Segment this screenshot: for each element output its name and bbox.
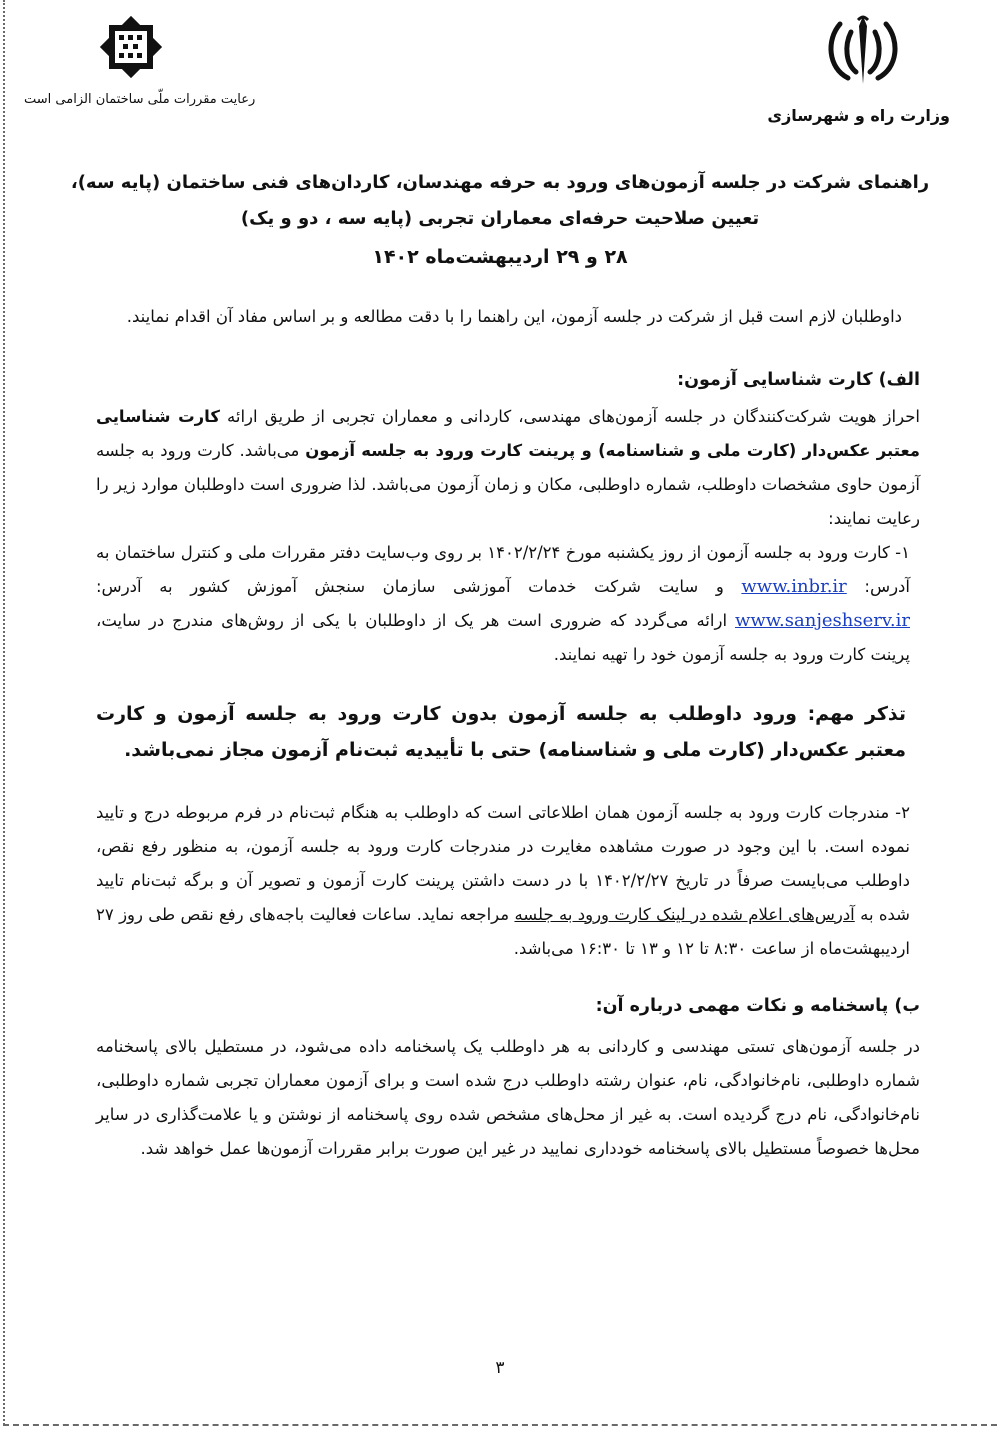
title-date: ۲۸ و ۲۹ اردیبهشت‌ماه ۱۴۰۲ [372,246,628,268]
section-a-text-end: می‌باشد. کارت ورود به جلسه آزمون حاوی مشخصات داوطلب، شماره داوطلبی، مکان و زمان آزمون می‌باشد. لذا ضروری است داوطلبان موارد زیر را رعایت نمایند: [96,441,920,528]
regulations-logo-icon [92,8,170,86]
important-note: تذکر مهم: ورود داوطلب به جلسه آزمون بدون کارت ورود به جلسه آزمون و کارت معتبر عکس‌دار (کارت ملی و شناسنامه) حتی با تأییدیه ثبت‌نام آزمون مجاز نمی‌باشد. [96,703,906,761]
item-2-text-b: مراجعه نماید. ساعات فعالیت باجه‌های رفع نقص طی روز ۲۷ اردیبهشت‌ماه از ساعت ۸:۳۰ تا ۱۲ و ۱۳ تا ۱۶:۳۰ می‌باشد. [96,905,910,958]
section-a-text-start: احراز هویت شرکت‌کنندگان در جلسه آزمون‌های مهندسی، کاردانی و معماران تجربی از طریق ارائه [219,407,920,426]
item-1-text-a: ۱- کارت ورود به جلسه آزمون از روز یکشنبه مورخ ۱۴۰۲/۲/۲۴ بر روی وب‌سایت دفتر مقررات ملی و کنترل ساختمان به آدرس: [96,543,911,596]
title-line-2: تعیین صلاحیت حرفه‌ای معماران تجربی (پایه سه ، دو و یک) [240,208,760,229]
page-border-bottom [3,1424,997,1426]
item-1-text-b: و سایت شرکت خدمات آموزشی سازمان سنجش آموزش کشور به آدرس: [96,577,742,596]
item-1-text-c: ارائه می‌گردد که ضروری است هر یک از داوطلبان با یکی از روش‌های مندرج در سایت، پرینت کارت ورود به جلسه آزمون خود را تهیه نمایند. [96,611,910,664]
document-title [60,165,940,277]
compliance-note: رعایت مقررات ملّی ساختمان الزامی است [24,92,256,107]
section-a-heading: الف) کارت شناسایی آزمون: [677,370,920,390]
page-border-left [3,0,5,1425]
section-b-heading: ب) پاسخنامه و نکات مهمی درباره آن: [595,996,920,1016]
sanjeshserv-link[interactable]: www.sanjeshserv.ir [734,610,910,631]
section-a-bold-text: کارت شناسایی معتبر عکس‌دار (کارت ملی و شناسنامه) و پرینت کارت ورود به جلسه آزمون [96,407,920,460]
title-line-1: راهنمای شرکت در جلسه آزمون‌های ورود به حرفه مهندسان، کاردان‌های فنی ساختمان (پایه سه)، [70,172,930,193]
item-2-underlined-text: آدرس‌های اعلام شده در لینک کارت ورود به جلسه [514,905,855,924]
section-a-paragraph [96,400,920,536]
page-number: ۳ [495,1358,505,1378]
document-body [96,300,920,1166]
ministry-name: وزارت راه و شهرسازی [767,106,950,125]
iran-emblem-icon [818,12,908,92]
item-1 [96,536,910,672]
intro-paragraph: داوطلبان لازم است قبل از شرکت در جلسه آزمون، این راهنما را با دقت مطالعه و بر اساس مفاد آن اقدام نمایند. [126,307,902,326]
item-2 [96,796,910,966]
inbr-link[interactable]: www.inbr.ir [741,576,847,597]
section-b-paragraph: در جلسه آزمون‌های تستی مهندسی و کاردانی به هر داوطلب یک پاسخنامه داده می‌شود، در مستطیل بالای پاسخنامه شماره داوطلبی، نام‌خانوادگی، نام، عنوان رشته داوطلب درج شده است و برای آزمون معماران تجربی شماره داوطلبی، نام‌خانوادگی، نام درج گردیده است. به غیر از محل‌های مشخص شده روی پاسخنامه از نوشتن و یا علامت‌گذاری در سایر محل‌ها خصوصاً مستطیل بالای پاسخنامه خودداری نمایید در غیر این صورت برابر مقررات آزمون‌ها عمل خواهد شد. [96,1037,920,1158]
item-2-text-a: ۲- مندرجات کارت ورود به جلسه آزمون همان اطلاعاتی است که داوطلب به هنگام ثبت‌نام در فرم مربوطه درج و تایید نموده است. با این وجود در صورت مشاهده مغایرت در مندرجات کارت ورود به جلسه آزمون، به منظور رفع نقص، داوطلب می‌بایست صرفاً در تاریخ ۱۴۰۲/۲/۲۷ با در دست داشتن پرینت کارت آزمون و تصویر آن و برگه ثبت‌نام تایید شده به [96,803,910,924]
